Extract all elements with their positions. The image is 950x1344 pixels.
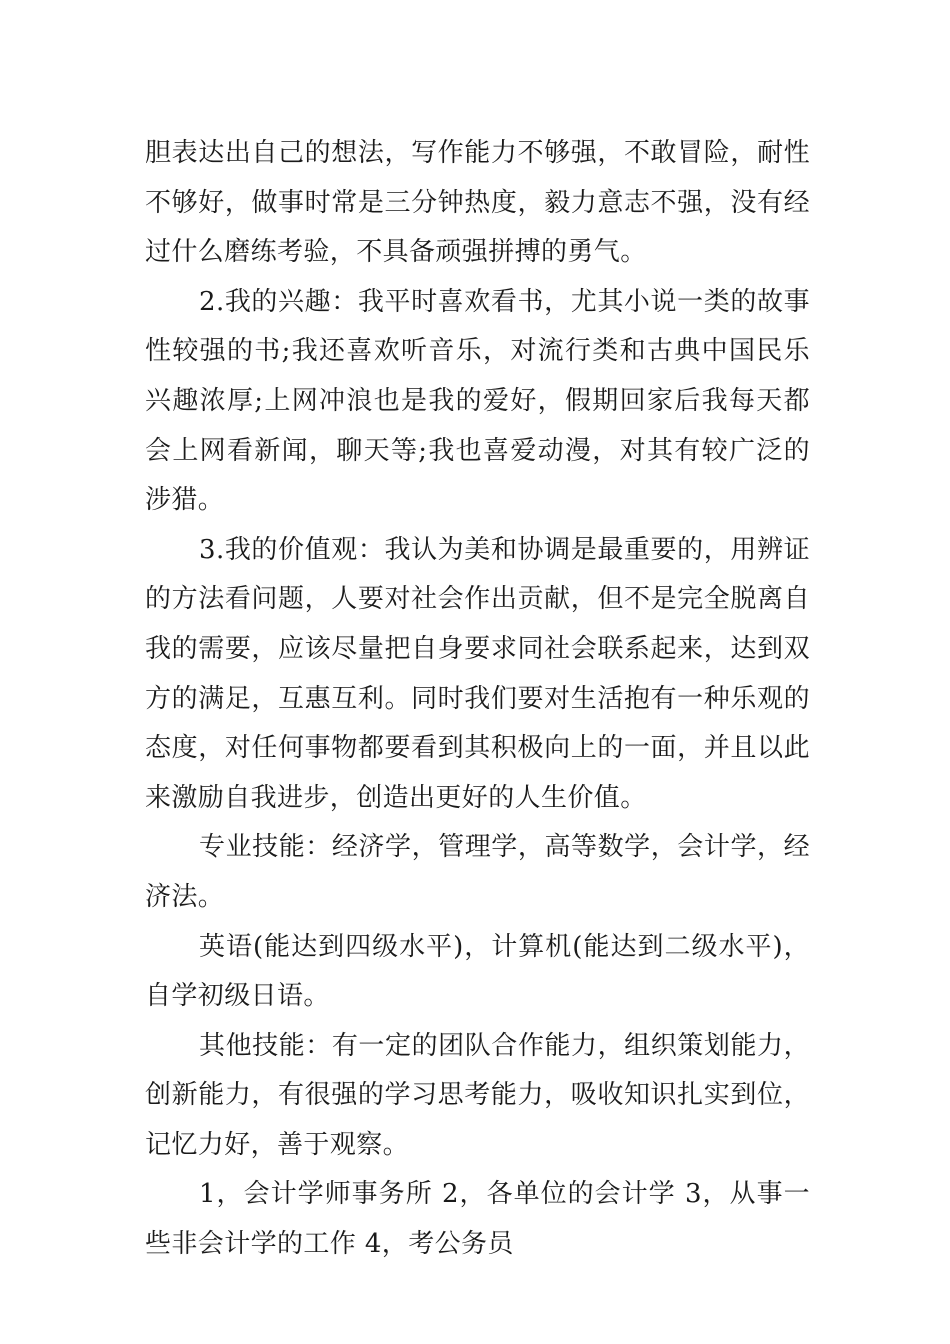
paragraph-values: 3.我的价值观：我认为美和协调是最重要的，用辨证的方法看问题，人要对社会作出贡献，但不是完全脱离自我的需要，应该尽量把自身要求同社会联系起来，达到双方的满足，互惠互利。同时我们要对生活抱有一种乐观的态度，对任何事物都要看到其积极向上的一面，并且以此来激励自我进步，创造出更好的人生价值。 [145,534,810,813]
document-body [145,129,810,1270]
paragraph-career-options: 1，会计学师事务所 2，各单位的会计学 3，从事一些非会计学的工作 4，考公务员 [145,1179,810,1260]
paragraph-language-computer: 英语(能达到四级水平)，计算机(能达到二级水平)，自学初级日语。 [145,931,810,1012]
paragraph-professional-skills: 专业技能：经济学，管理学，高等数学，会计学，经济法。 [145,832,810,912]
paragraph-other-skills: 其他技能：有一定的团队合作能力，组织策划能力，创新能力，有很强的学习思考能力，吸收知识扎实到位，记忆力好，善于观察。 [145,1030,810,1160]
paragraph-weaknesses: 胆表达出自己的想法，写作能力不够强，不敢冒险，耐性不够好，做事时常是三分钟热度，毅力意志不强，没有经过什么磨练考验，不具备顽强拼搏的勇气。 [145,138,810,268]
paragraph-interests: 2.我的兴趣：我平时喜欢看书，尤其小说一类的故事性较强的书;我还喜欢听音乐，对流行类和古典中国民乐兴趣浓厚;上网冲浪也是我的爱好，假期回家后我每天都会上网看新闻，聊天等;我也喜爱动漫，对其有较广泛的涉猎。 [145,286,810,516]
